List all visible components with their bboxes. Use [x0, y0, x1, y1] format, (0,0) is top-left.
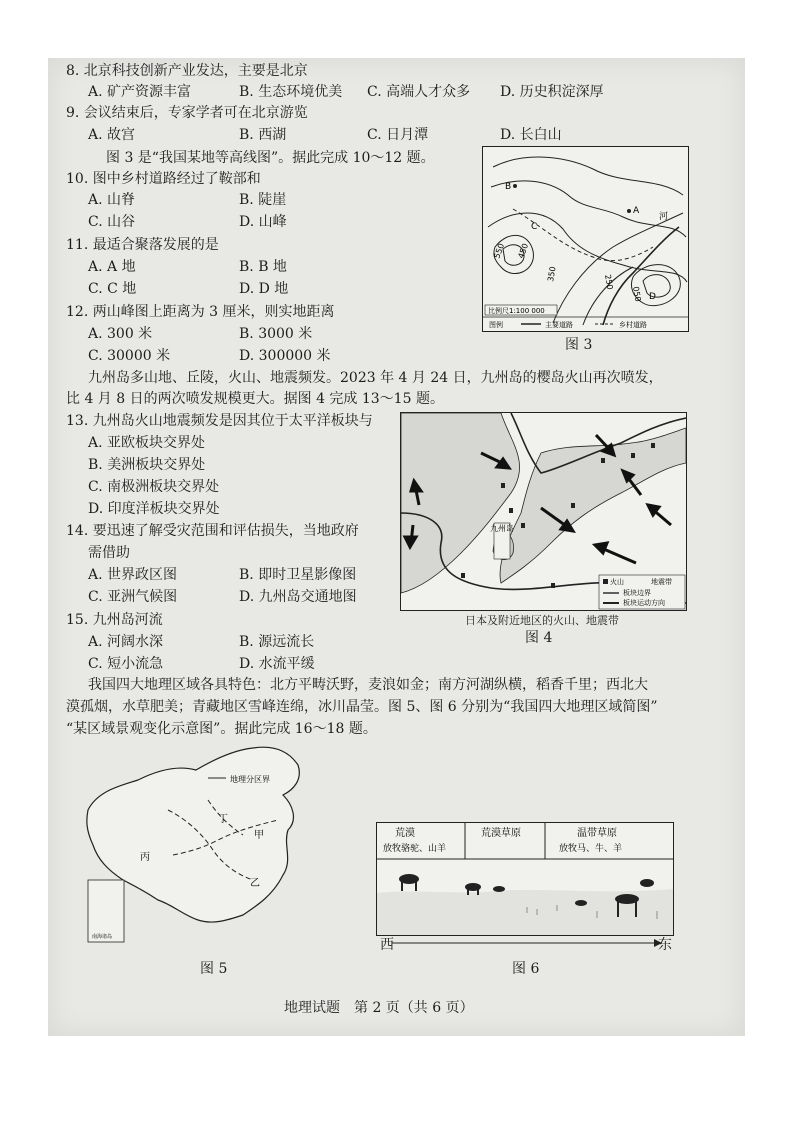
fig3-legend-main-road: 主要道路: [545, 321, 573, 329]
figure-4-japan-volcano-map: [400, 412, 687, 611]
q15-option-a: A. 河阔水深: [88, 634, 164, 650]
fig4-intro-line-1: 九州岛多山地、丘陵，火山、地震频发。2023 年 4 月 24 日，九州岛的樱岛火山再次喷发，: [88, 370, 663, 386]
q9-option-d: D. 长白山: [500, 127, 562, 143]
fig3-label-d: D: [649, 292, 656, 302]
fig4-legend-boundary: 板块边界: [623, 589, 651, 597]
q11-option-d: D. D 地: [239, 281, 289, 297]
fig6-west-label: 西: [380, 937, 394, 953]
figure-6-landscape-transect: [376, 822, 674, 936]
question-15-stem: 15. 九州岛河流: [66, 612, 163, 628]
fig5-region-yi: 乙: [250, 878, 260, 889]
question-9-stem: 9. 会议结束后，专家学者可在北京游览: [66, 105, 308, 121]
fig3-legend-title: 图例: [489, 321, 503, 329]
q15-option-b: B. 源远流长: [239, 634, 315, 650]
fig3-contour-450: 450: [516, 242, 531, 260]
figure-4-subtitle: 日本及附近地区的火山、地震带: [465, 614, 619, 627]
q11-option-b: B. B 地: [239, 259, 287, 275]
fig6-direction-arrow: [376, 936, 676, 950]
fig3-contour-050: 050: [631, 285, 643, 303]
q10-option-b: B. 陡崖: [239, 192, 287, 208]
q10-option-d: D. 山峰: [239, 214, 287, 230]
q14-option-a: A. 世界政区图: [88, 567, 178, 583]
q13-option-c: C. 南极洲板块交界处: [88, 479, 220, 495]
fig6-zone-desert: 荒漠: [395, 828, 415, 839]
fig56-intro-line-1: 我国四大地理区域各具特色：北方平畴沃野，麦浪如金；南方河湖纵横，稻香千里；西北大: [88, 677, 648, 693]
fig4-legend-motion: 板块运动方向: [623, 599, 665, 607]
fig6-east-label: 东: [658, 937, 672, 953]
q10-option-a: A. 山脊: [88, 192, 136, 208]
fig4-legend-quake: 地震带: [651, 578, 672, 586]
fig3-point-a: [627, 209, 631, 213]
question-11-stem: 11. 最适合聚落发展的是: [66, 237, 219, 253]
question-14-stem: 14. 要迅速了解受灾范围和评估损失，当地政府: [66, 523, 359, 539]
question-12-stem: 12. 两山峰图上距离为 3 厘米，则实地距离: [66, 304, 335, 320]
q13-option-a: A. 亚欧板块交界处: [88, 435, 206, 451]
q14-option-c: C. 亚洲气候图: [88, 589, 178, 605]
q15-option-c: C. 短小流急: [88, 656, 164, 672]
fig6-zone-temperate-steppe: 温带草原: [577, 828, 617, 839]
fig4-kyushu-label: 九州岛: [490, 524, 514, 533]
fig3-intro: 图 3 是“我国某地等高线图”。据此完成 10～12 题。: [106, 150, 435, 166]
fig5-region-jia: 甲: [254, 830, 264, 841]
figure-4-caption: 图 4: [525, 630, 553, 646]
q11-option-c: C. C 地: [88, 281, 137, 297]
q12-option-b: B. 3000 米: [239, 326, 313, 342]
question-8-stem: 8. 北京科技创新产业发达，主要是北京: [66, 63, 308, 79]
fig6-zone-desert-desc: 放牧骆驼、山羊: [383, 844, 447, 854]
fig56-intro-line-3: “某区域景观变化示意图”。据此完成 16～18 题。: [66, 721, 377, 737]
q8-option-a: A. 矿产资源丰富: [88, 84, 192, 100]
q13-option-d: D. 印度洋板块交界处: [88, 501, 220, 517]
q8-option-c: C. 高端人才众多: [367, 84, 471, 100]
fig4-intro-line-2: 比 4 月 8 日的两次喷发规模更大。据图 4 完成 13～15 题。: [66, 391, 444, 407]
q8-option-b: B. 生态环境优美: [239, 84, 343, 100]
figure-6-caption: 图 6: [512, 961, 540, 977]
fig4-legend-volcano: 火山: [610, 578, 624, 586]
fig3-scale: 比例尺1:100 000: [488, 307, 545, 315]
fig3-point-b: [513, 184, 517, 188]
fig56-intro-line-2: 漠孤烟，水草肥美；青藏地区雪峰连绵，冰川晶莹。图 5、图 6 分别为“我国四大地理区域简图”: [66, 699, 658, 715]
q9-option-b: B. 西湖: [239, 127, 287, 143]
q9-option-c: C. 日月潭: [367, 127, 429, 143]
q15-option-d: D. 水流平缓: [239, 656, 315, 672]
q9-option-a: A. 故宫: [88, 127, 136, 143]
fig3-label-b: B: [505, 182, 512, 192]
q8-option-d: D. 历史积淀深厚: [500, 84, 604, 100]
q12-option-a: A. 300 米: [88, 326, 153, 342]
q12-option-c: C. 30000 米: [88, 348, 171, 364]
figure-5-caption: 图 5: [200, 961, 228, 977]
fig3-label-a: A: [633, 206, 640, 216]
figure-5-china-regions-map: [78, 740, 318, 955]
page-footer: 地理试题 第 2 页（共 6 页）: [284, 1000, 474, 1016]
fig3-contour-250: 250: [603, 273, 615, 291]
question-13-stem: 13. 九州岛火山地震频发是因其位于太平洋板块与: [66, 413, 373, 429]
figure-3-contour-map: [482, 146, 689, 332]
q10-option-c: C. 山谷: [88, 214, 136, 230]
fig3-legend-rural-road: 乡村道路: [619, 321, 647, 329]
q14-option-b: B. 即时卫星影像图: [239, 567, 357, 583]
question-10-stem: 10. 图中乡村道路经过了鞍部和: [66, 171, 261, 187]
figure-3-caption: 图 3: [565, 337, 593, 353]
q11-option-a: A. A 地: [88, 259, 136, 275]
fig5-region-ding: 丁: [218, 814, 228, 825]
fig3-contour-350: 350: [546, 265, 558, 283]
q14-option-d: D. 九州岛交通地图: [239, 589, 357, 605]
fig6-zone-temperate-steppe-desc: 放牧马、牛、羊: [559, 844, 623, 854]
fig6-zone-desert-steppe: 荒漠草原: [481, 828, 521, 839]
fig3-label-river: 河: [659, 212, 669, 222]
q13-option-b: B. 美洲板块交界处: [88, 457, 206, 473]
question-14-stem-continued: 需借助: [88, 545, 130, 561]
fig3-contour-550: 550: [492, 242, 507, 260]
fig5-legend: 地理分区界: [230, 775, 270, 784]
q12-option-d: D. 300000 米: [239, 348, 331, 364]
fig5-inset-label: 南海诸岛: [92, 934, 113, 940]
fig5-region-bing: 丙: [140, 852, 150, 863]
fig3-label-c: C: [531, 222, 538, 232]
